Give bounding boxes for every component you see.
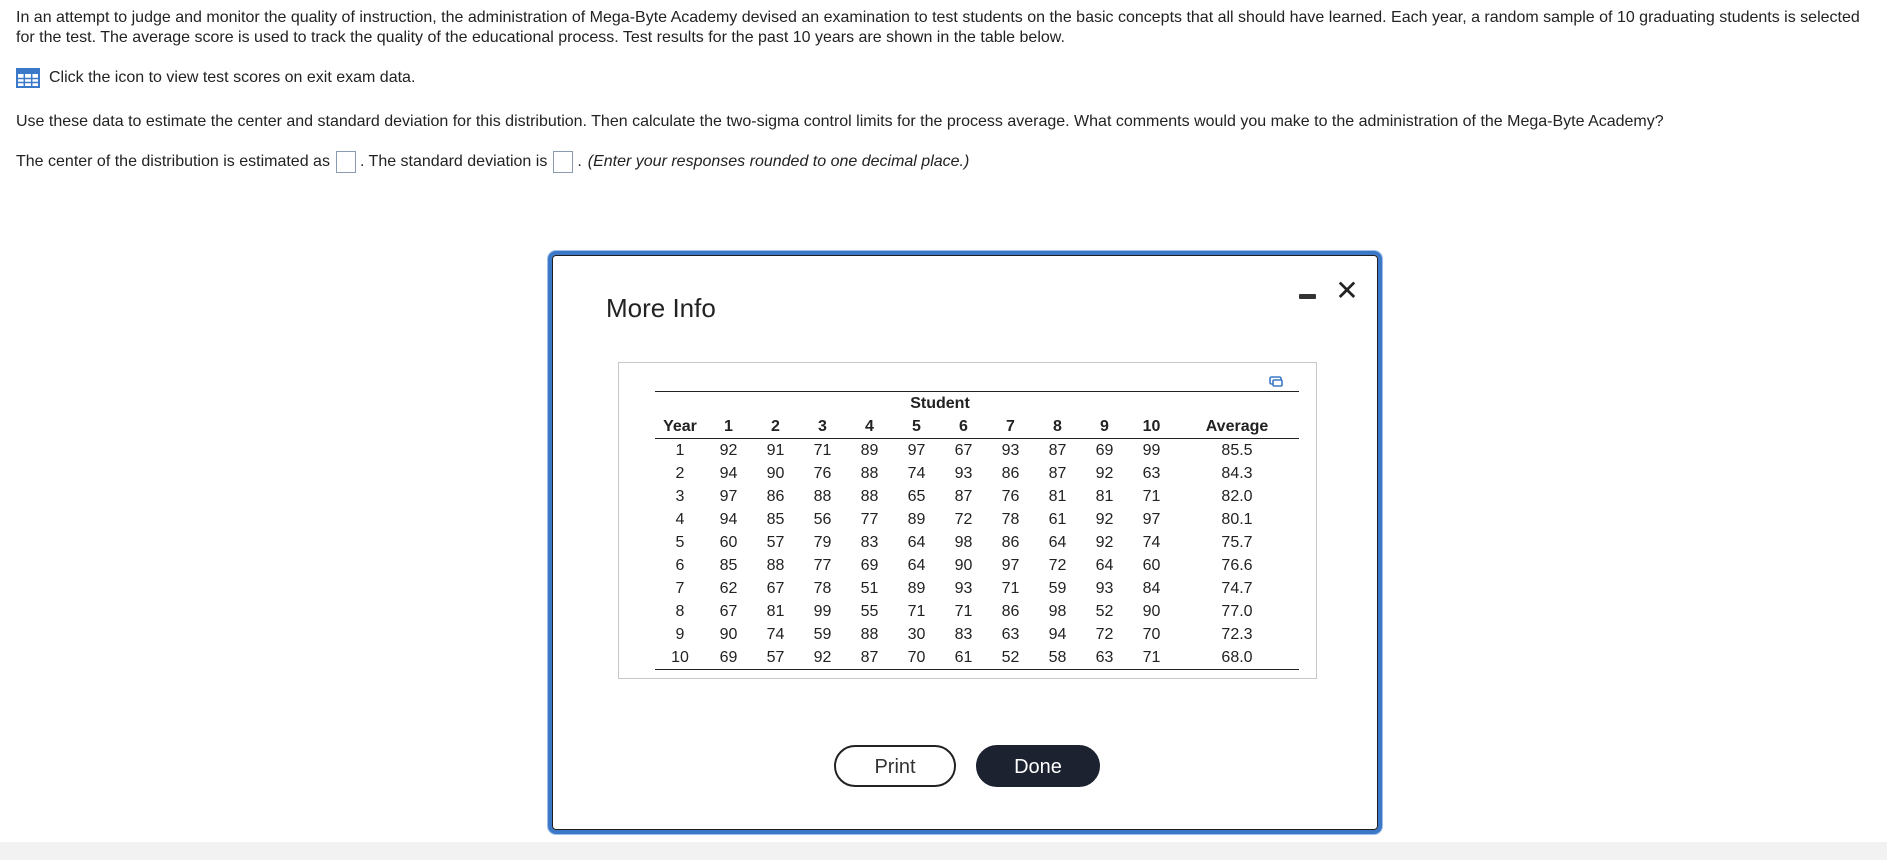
score-cell: 62 <box>719 579 738 597</box>
average-cell: 77.0 <box>1221 602 1253 620</box>
score-cell: 92 <box>1095 533 1114 551</box>
score-cell: 57 <box>766 533 785 551</box>
minimize-icon[interactable] <box>1299 286 1317 304</box>
exam-scores-table <box>655 391 1299 670</box>
score-cell: 86 <box>1001 464 1020 482</box>
score-cell: 72 <box>954 510 973 528</box>
score-cell: 74 <box>907 464 926 482</box>
table-panel <box>618 362 1317 679</box>
table-row <box>655 577 1299 600</box>
score-cell: 94 <box>719 464 738 482</box>
score-cell: 71 <box>1001 579 1020 597</box>
score-cell: 59 <box>813 625 832 643</box>
score-cell: 60 <box>1142 556 1161 574</box>
sd-answer-input[interactable] <box>553 151 573 173</box>
student-column-header: 2 <box>752 415 799 439</box>
table-row <box>655 439 1299 463</box>
student-column-header: 4 <box>846 415 893 439</box>
score-cell: 71 <box>1128 646 1175 670</box>
score-cell: 99 <box>1142 441 1161 459</box>
average-cell: 74.7 <box>1221 579 1253 597</box>
year-column-header: Year <box>655 415 705 439</box>
year-cell: 8 <box>675 602 685 620</box>
score-cell: 64 <box>1048 533 1067 551</box>
score-cell: 64 <box>1095 556 1114 574</box>
table-row <box>655 485 1299 508</box>
score-cell: 86 <box>1001 602 1020 620</box>
average-cell: 82.0 <box>1221 487 1253 505</box>
sd-label: . The standard deviation is <box>359 153 548 170</box>
table-row <box>655 623 1299 646</box>
score-cell: 76 <box>1001 487 1020 505</box>
bottom-strip <box>0 842 1887 860</box>
score-cell: 71 <box>813 441 832 459</box>
year-cell: 5 <box>675 533 685 551</box>
score-cell: 71 <box>1142 487 1161 505</box>
score-cell: 76 <box>813 464 832 482</box>
score-cell: 67 <box>954 441 973 459</box>
average-cell: 80.1 <box>1221 510 1253 528</box>
score-cell: 94 <box>1048 625 1067 643</box>
score-cell: 88 <box>860 625 879 643</box>
score-cell: 98 <box>1048 602 1067 620</box>
score-cell: 61 <box>1048 510 1067 528</box>
score-cell: 83 <box>860 533 879 551</box>
student-column-header: 5 <box>893 415 940 439</box>
score-cell: 85 <box>719 556 738 574</box>
student-column-header: 9 <box>1081 415 1128 439</box>
score-cell: 94 <box>719 510 738 528</box>
year-cell: 6 <box>675 556 685 574</box>
student-column-header: 6 <box>940 415 987 439</box>
student-column-header: 7 <box>987 415 1034 439</box>
dialog-title: More Info <box>606 293 716 323</box>
score-cell: 87 <box>846 646 893 670</box>
score-cell: 87 <box>1048 464 1067 482</box>
table-row <box>655 646 1299 670</box>
score-cell: 71 <box>954 602 973 620</box>
score-cell: 92 <box>719 441 738 459</box>
year-cell: 7 <box>675 579 685 597</box>
average-cell: 76.6 <box>1221 556 1253 574</box>
score-cell: 70 <box>893 646 940 670</box>
score-cell: 74 <box>766 625 785 643</box>
score-cell: 52 <box>1095 602 1114 620</box>
center-answer-input[interactable] <box>336 151 356 173</box>
rounding-hint: (Enter your responses rounded to one decimal place.) <box>587 153 970 170</box>
score-cell: 97 <box>719 487 738 505</box>
score-cell: 88 <box>813 487 832 505</box>
score-cell: 59 <box>1048 579 1067 597</box>
print-button[interactable]: Print <box>834 745 956 787</box>
done-button[interactable]: Done <box>976 745 1100 787</box>
score-cell: 69 <box>705 646 752 670</box>
score-cell: 89 <box>860 441 879 459</box>
score-cell: 88 <box>766 556 785 574</box>
table-row <box>655 462 1299 485</box>
year-cell: 4 <box>675 510 685 528</box>
score-cell: 72 <box>1095 625 1114 643</box>
score-cell: 93 <box>954 464 973 482</box>
table-row <box>655 531 1299 554</box>
score-cell: 93 <box>1095 579 1114 597</box>
score-cell: 89 <box>907 510 926 528</box>
score-cell: 77 <box>860 510 879 528</box>
more-info-dialog <box>548 251 1382 834</box>
copy-icon[interactable] <box>1267 374 1285 390</box>
data-link-text[interactable]: Click the icon to view test scores on exit exam data. <box>49 69 416 86</box>
score-cell: 92 <box>1095 510 1114 528</box>
score-cell: 97 <box>1001 556 1020 574</box>
table-row <box>655 600 1299 623</box>
score-cell: 60 <box>719 533 738 551</box>
student-column-header: 10 <box>1128 415 1175 439</box>
year-cell: 9 <box>675 625 685 643</box>
score-cell: 30 <box>907 625 926 643</box>
year-cell: 3 <box>675 487 685 505</box>
score-cell: 81 <box>1048 487 1067 505</box>
score-cell: 86 <box>1001 533 1020 551</box>
score-cell: 58 <box>1034 646 1081 670</box>
year-cell: 1 <box>675 441 685 459</box>
score-cell: 87 <box>1048 441 1067 459</box>
average-cell: 75.7 <box>1221 533 1253 551</box>
score-cell: 51 <box>860 579 879 597</box>
score-cell: 89 <box>907 579 926 597</box>
score-cell: 97 <box>1142 510 1161 528</box>
score-cell: 63 <box>1001 625 1020 643</box>
score-cell: 67 <box>766 579 785 597</box>
score-cell: 97 <box>907 441 926 459</box>
year-cell: 10 <box>655 646 705 670</box>
score-cell: 70 <box>1142 625 1161 643</box>
score-cell: 56 <box>813 510 832 528</box>
score-cell: 55 <box>860 602 879 620</box>
question-instruction: Use these data to estimate the center and standard deviation for this distribution. Then calculate the two-sigma control limits for the process average. What comments would you make to the administration of the Mega-Byte Academy? <box>16 113 1664 130</box>
score-cell: 93 <box>1001 441 1020 459</box>
score-cell: 63 <box>1142 464 1161 482</box>
score-cell: 67 <box>719 602 738 620</box>
score-cell: 69 <box>860 556 879 574</box>
score-cell: 91 <box>766 441 785 459</box>
score-cell: 90 <box>1142 602 1161 620</box>
score-cell: 88 <box>860 464 879 482</box>
score-cell: 93 <box>954 579 973 597</box>
table-row <box>655 554 1299 577</box>
average-cell: 85.5 <box>1221 441 1253 459</box>
score-cell: 69 <box>1095 441 1114 459</box>
score-cell: 86 <box>766 487 785 505</box>
score-cell: 88 <box>860 487 879 505</box>
average-cell: 72.3 <box>1221 625 1253 643</box>
score-cell: 78 <box>1001 510 1020 528</box>
score-cell: 90 <box>766 464 785 482</box>
score-cell: 90 <box>719 625 738 643</box>
average-cell: 68.0 <box>1175 646 1299 670</box>
student-column-header: 1 <box>705 415 752 439</box>
answer-dot: . <box>577 153 582 170</box>
close-icon[interactable]: ✕ <box>1335 275 1359 306</box>
score-cell: 92 <box>1095 464 1114 482</box>
score-cell: 81 <box>1095 487 1114 505</box>
score-cell: 83 <box>954 625 973 643</box>
score-cell: 52 <box>987 646 1034 670</box>
score-cell: 84 <box>1142 579 1161 597</box>
score-cell: 65 <box>907 487 926 505</box>
score-cell: 72 <box>1048 556 1067 574</box>
year-cell: 2 <box>675 464 685 482</box>
question-intro: In an attempt to judge and monitor the quality of instruction, the administration of Mega-Byte Academy devised an examination to test students on the basic concepts that all should have learned. Each year, a random sample of 10 graduating students is selected for the test. The average score is used to track the quality of the educational process. Test results for the past 10 years are shown in the table below. <box>16 9 1860 46</box>
score-cell: 98 <box>954 533 973 551</box>
score-cell: 90 <box>954 556 973 574</box>
score-cell: 74 <box>1142 533 1161 551</box>
score-cell: 85 <box>766 510 785 528</box>
student-group-header: Student <box>893 392 987 416</box>
score-cell: 64 <box>907 556 926 574</box>
score-cell: 92 <box>799 646 846 670</box>
score-cell: 81 <box>766 602 785 620</box>
score-cell: 77 <box>813 556 832 574</box>
average-cell: 84.3 <box>1221 464 1253 482</box>
score-cell: 87 <box>954 487 973 505</box>
score-cell: 57 <box>752 646 799 670</box>
answer-line <box>16 151 969 173</box>
score-cell: 99 <box>813 602 832 620</box>
score-cell: 63 <box>1081 646 1128 670</box>
student-column-header: 8 <box>1034 415 1081 439</box>
table-row <box>655 508 1299 531</box>
score-cell: 71 <box>907 602 926 620</box>
table-grid-icon[interactable] <box>16 68 40 88</box>
data-table-link[interactable] <box>16 68 415 88</box>
score-cell: 61 <box>940 646 987 670</box>
center-label: The center of the distribution is estimated as <box>16 153 330 170</box>
score-cell: 79 <box>813 533 832 551</box>
average-column-header: Average <box>1175 415 1299 439</box>
score-cell: 78 <box>813 579 832 597</box>
student-column-header: 3 <box>799 415 846 439</box>
score-cell: 64 <box>907 533 926 551</box>
